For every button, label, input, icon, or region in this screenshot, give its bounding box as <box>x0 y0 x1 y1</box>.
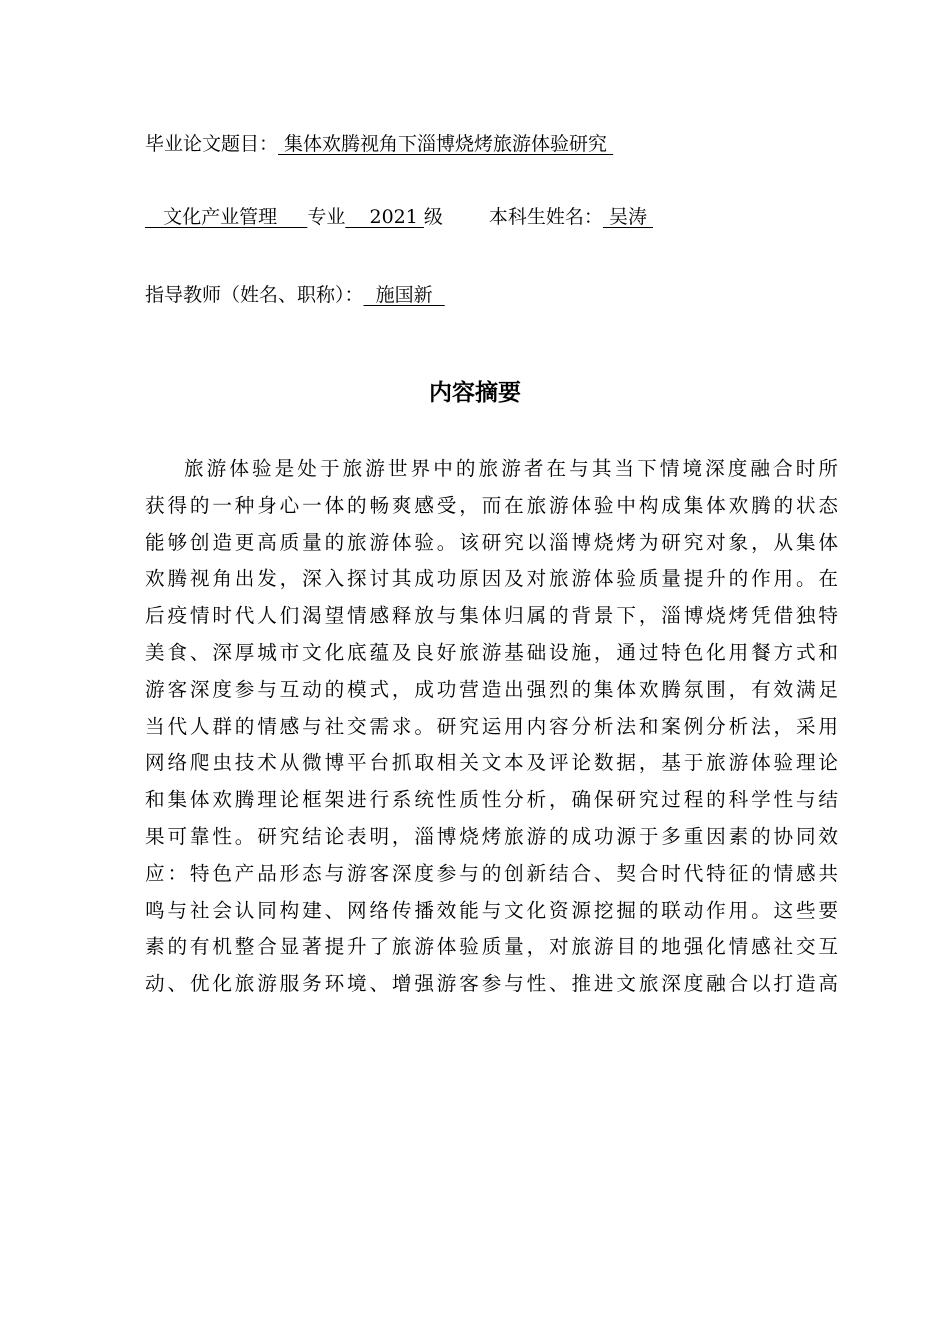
abstract-line: 素的有机整合显著提升了旅游体验质量，对旅游目的地强化情感社交互 <box>145 935 838 959</box>
abstract-line: 能够创造更高质量的旅游体验。该研究以淄博烧烤为研究对象，从集体 <box>145 530 838 554</box>
thesis-title-value: 集体欢腾视角下淄博烧烤旅游体验研究 <box>278 133 614 155</box>
abstract-line: 获得的一种身心一体的畅爽感受，而在旅游体验中构成集体欢腾的状态 <box>145 493 838 517</box>
grade-label: 级 <box>423 206 443 228</box>
abstract-line: 网络爬虫技术从微博平台抓取相关文本及评论数据，基于旅游体验理论 <box>145 751 838 775</box>
abstract-heading: 内容摘要 <box>429 380 521 406</box>
abstract-line: 和集体欢腾理论框架进行系统性质性分析，确保研究过程的科学性与结 <box>145 788 838 812</box>
advisor-value: 施国新 <box>363 284 445 306</box>
major-label: 专业 <box>307 206 346 228</box>
abstract-line: 当代人群的情感与社交需求。研究运用内容分析法和案例分析法，采用 <box>145 714 838 738</box>
thesis-title-label: 毕业论文题目： <box>145 133 279 155</box>
major-value: 文化产业管理 <box>145 206 308 228</box>
advisor-line <box>145 282 445 308</box>
abstract-line: 果可靠性。研究结论表明，淄博烧烤旅游的成功源于多重因素的协同效 <box>145 824 838 848</box>
abstract-line: 游客深度参与互动的模式，成功营造出强烈的集体欢腾氛围，有效满足 <box>145 677 838 701</box>
abstract-line: 动、优化旅游服务环境、增强游客参与性、推进文旅深度融合以打造高 <box>145 972 838 996</box>
major-grade-name-line <box>145 204 653 230</box>
student-name-label: 本科生姓名： <box>488 206 603 228</box>
abstract-line: 鸣与社会认同构建、网络传播效能与文化资源挖掘的联动作用。这些要 <box>145 898 838 922</box>
student-name-value: 吴涛 <box>602 206 654 228</box>
abstract-line: 后疫情时代人们渴望情感释放与集体归属的背景下，淄博烧烤凭借独特 <box>145 604 838 628</box>
abstract-body <box>145 454 838 1006</box>
abstract-line: 美食、深厚城市文化底蕴及良好旅游基础设施，通过特色化用餐方式和 <box>145 640 838 664</box>
thesis-title-line <box>145 131 613 157</box>
grade-value: 2021 <box>345 206 424 228</box>
advisor-label: 指导教师（姓名、职称）： <box>145 284 364 306</box>
abstract-line: 欢腾视角出发，深入探讨其成功原因及对旅游体验质量提升的作用。在 <box>145 567 838 591</box>
abstract-line: 旅游体验是处于旅游世界中的旅游者在与其当下情境深度融合时所 <box>184 457 838 480</box>
abstract-line: 应：特色产品形态与游客深度参与的创新结合、契合时代特征的情感共 <box>145 861 838 885</box>
